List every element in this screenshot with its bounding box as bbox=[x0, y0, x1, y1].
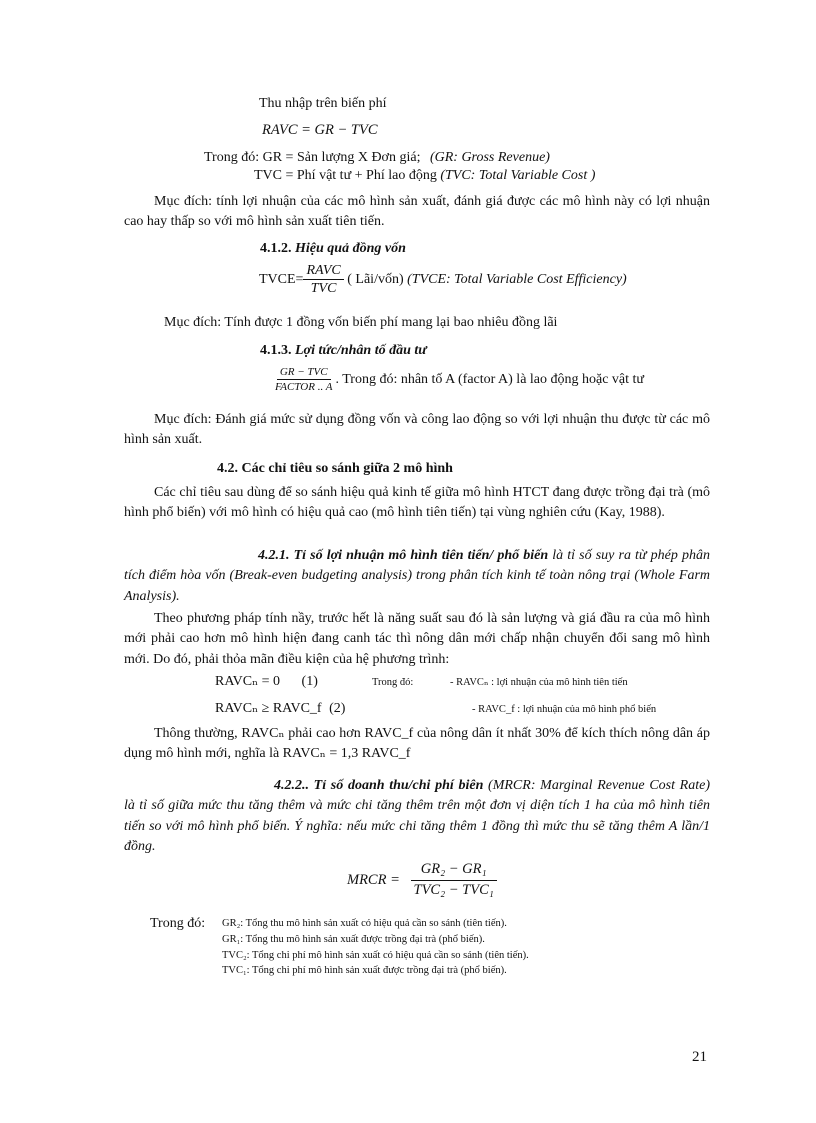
tvce-label: TVCE= bbox=[259, 272, 304, 288]
tvce-purpose: Mục đích: Tính được 1 đồng vốn biến phí mang lại bao nhiêu đồng lãi bbox=[164, 315, 558, 330]
section-4-2-2-paragraph bbox=[124, 776, 710, 857]
ravc-f-definition: - RAVC_f : lợi nhuận của mô hình phổ biến bbox=[472, 704, 657, 715]
gr-definition-note: (GR: Gross Revenue) bbox=[429, 150, 550, 165]
factor-denominator: FACTOR .. A bbox=[275, 381, 333, 394]
section-4-1-3-heading bbox=[260, 341, 427, 361]
section-4-2-2-title: 4.2.2.. Tỉ số doanh thu/chi phí biên bbox=[274, 778, 484, 793]
mrcr-formula bbox=[347, 862, 504, 899]
ravc-purpose-paragraph: Mục đích: tính lợi nhuận của các mô hình sản xuất, đánh giá được các mô hình này có lợi nhuận cao hay thấp so với mô hình sản xuất tiên tiến. bbox=[124, 194, 710, 230]
equation-1-number: (1) bbox=[301, 674, 318, 689]
threshold-paragraph: Thông thường, RAVCₙ phải cao hơn RAVC_f của nông dân ít nhất 30% để kích thích nông dân áp dụng mô hình mới, nghĩa là RAVCₙ = 1,3 RAVC_f bbox=[124, 726, 710, 762]
section-4-1-3-number: 4.1.3. bbox=[260, 343, 292, 358]
ravc-n-definition: - RAVCₙ : lợi nhuận của mô hình tiên tiến bbox=[450, 677, 628, 688]
equation-2-expr: RAVCₙ ≥ RAVC_f bbox=[215, 701, 322, 716]
equation-2 bbox=[215, 699, 345, 719]
tvc-definition-note: (TVC: Total Variable Cost ) bbox=[440, 168, 596, 183]
mrcr-definitions bbox=[222, 916, 529, 979]
tvce-numerator: RAVC bbox=[303, 263, 343, 280]
mrcr-where-label: Trong đó: bbox=[150, 916, 206, 931]
ravc-formula: RAVC = GR − TVC bbox=[262, 122, 378, 138]
section-4-2-1-title: 4.2.1. Tỉ số lợi nhuận mô hình tiên tiến/ phổ biến bbox=[258, 548, 549, 563]
tvc-definition-text: TVC = Phí vật tư + Phí lao động bbox=[254, 168, 437, 183]
mrcr-fraction bbox=[404, 862, 504, 899]
section-4-2-heading: 4.2. Các chỉ tiêu so sánh giữa 2 mô hình bbox=[217, 461, 453, 476]
mrcr-numerator: GR₂ − GR₁ bbox=[411, 862, 497, 881]
equation-where-label: Trong đó: bbox=[372, 677, 414, 688]
condition-paragraph: Theo phương pháp tính nầy, trước hết là năng suất sau đó là sản lượng và giá đầu ra của mô hình mới phải cao hơn mô hình hiện đang canh tác thì nông dân mới chấp nhận chuyển đổi sang mô hình mới. Do đó, phải thỏa mãn điều kiện của hệ phương trình: bbox=[124, 611, 710, 667]
factor-explanation: . Trong đó: nhân tố A (factor A) là lao động hoặc vật tư bbox=[335, 371, 645, 387]
definition-tvc1: TVC₁: Tổng chi phí mô hình sản xuất được trồng đại trà (phổ biến). bbox=[222, 965, 507, 977]
mrcr-denominator: TVC₂ − TVC₁ bbox=[413, 881, 494, 898]
gr-definition-text: Trong đó: GR = Sản lượng X Đơn giá; bbox=[204, 150, 421, 165]
section-4-1-2-title: Hiệu quả đồng vốn bbox=[295, 241, 406, 256]
section-4-1-2-heading bbox=[260, 239, 406, 259]
page-number: 21 bbox=[692, 1049, 707, 1065]
factor-purpose-paragraph: Mục đích: Đánh giá mức sử dụng đồng vốn và công lao động so với lợi nhuận thu được từ các mô hình sản xuất. bbox=[124, 412, 710, 448]
tvce-denominator: TVC bbox=[310, 281, 337, 297]
equation-1 bbox=[215, 672, 318, 692]
factor-fraction bbox=[272, 366, 335, 393]
factor-numerator: GR − TVC bbox=[277, 366, 331, 380]
section-4-2-paragraph: Các chỉ tiêu sau dùng để so sánh hiệu quả kinh tế giữa mô hình HTCT đang được trồng đại trà (mô hình phổ biến) với mô hình có hiệu quả cao (mô hình tiên tiến) tại vùng nghiên cứu (Kay, 1988). bbox=[124, 485, 710, 521]
section-4-1-2-number: 4.1.2. bbox=[260, 241, 292, 256]
tvce-note: (TVCE: Total Variable Cost Efficiency) bbox=[407, 272, 627, 288]
definition-gr2: GR₂: Tổng thu mô hình sản xuất có hiệu quả cần so sánh (tiên tiến). bbox=[222, 918, 507, 929]
section-4-2-1-paragraph bbox=[124, 546, 710, 607]
tvce-unit: ( Lãi/vốn) bbox=[347, 272, 404, 288]
section-4-2-2-text: là tỉ số giữa mức thu tăng thêm và mức chi tăng thêm trên một đơn vị diện tích 1 ha của mô hình tiên tiến so với mô hình phổ biến. Ý nghĩa: nếu mức chi tăng thêm 1 đồng thì mức thu sẽ tăng thêm A lần/1 đồng. bbox=[124, 798, 710, 854]
section-4-1-3-title: Lợi tức/nhân tố đầu tư bbox=[295, 343, 427, 358]
definition-gr1: GR₁: Tổng thu mô hình sản xuất được trồng đại trà (phổ biến). bbox=[222, 933, 485, 945]
income-over-variable-cost-heading: Thu nhập trên biến phí bbox=[259, 96, 387, 111]
mrcr-label: MRCR = bbox=[347, 871, 400, 888]
section-4-2-2-note: (MRCR: Marginal Revenue Cost Rate) bbox=[483, 778, 710, 793]
equation-1-expr: RAVCₙ = 0 bbox=[215, 674, 281, 689]
tvce-fraction bbox=[303, 263, 343, 297]
definition-tvc2: TVC₂: Tổng chi phí mô hình sản xuất có hiệu quả cần so sánh (tiên tiến). bbox=[222, 949, 529, 961]
equation-2-number: (2) bbox=[329, 701, 346, 716]
factor-formula bbox=[272, 366, 644, 393]
tvc-definition bbox=[254, 166, 595, 186]
section-4-2-1-text: là tỉ số suy ra từ phép phân tích điểm hòa vốn (Break-even budgeting analysis) trong phân tích kinh tế toàn nông trại (Whole Farm Analysis). bbox=[124, 548, 710, 604]
tvce-formula bbox=[259, 263, 627, 297]
